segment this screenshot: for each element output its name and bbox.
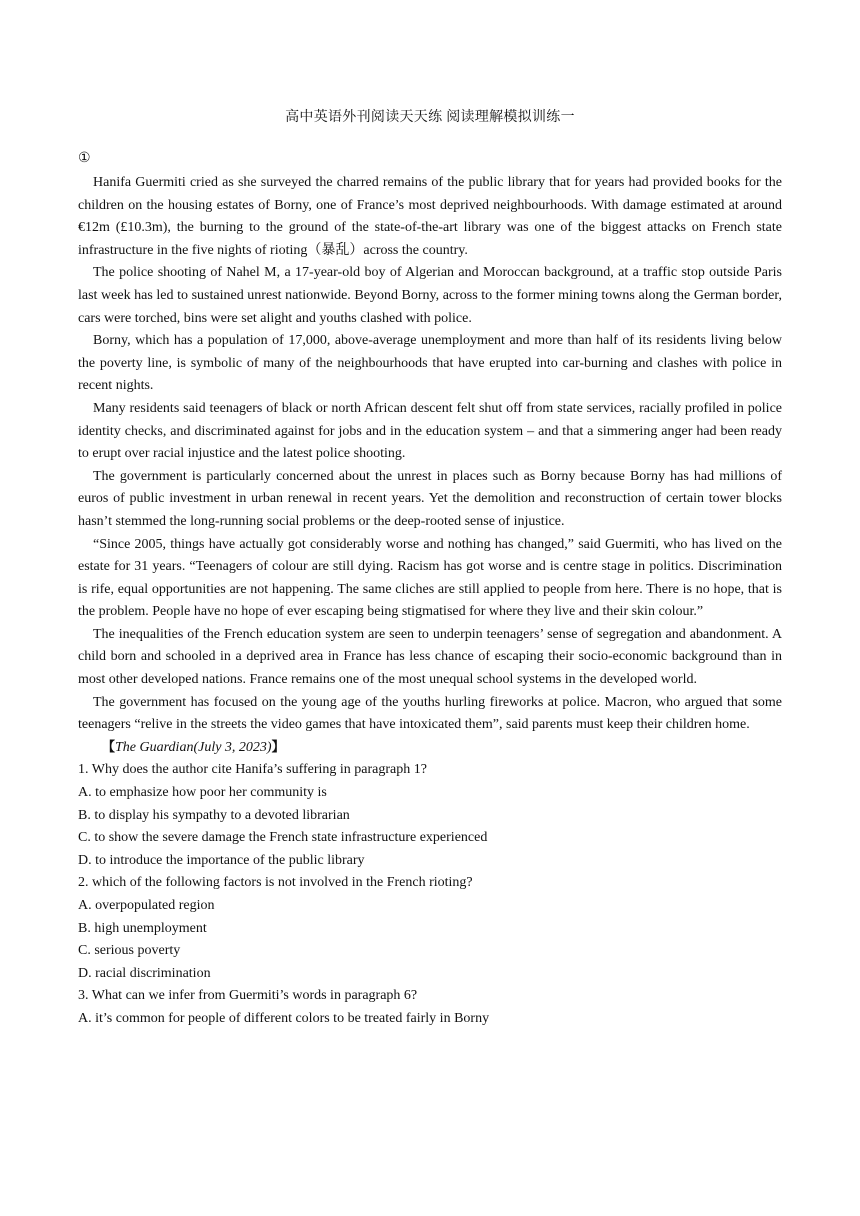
- source-citation: [78, 737, 782, 760]
- article-body: [78, 172, 782, 1031]
- option-c: C. to show the severe damage the French state infrastructure experienced: [78, 830, 488, 846]
- source-close-bracket: 】: [271, 739, 285, 755]
- option-b: B. high unemployment: [78, 920, 207, 936]
- option-c: C. serious poverty: [78, 943, 181, 959]
- option-a: A. to emphasize how poor her community is: [78, 785, 327, 801]
- question-stem: 3. What can we infer from Guermiti’s words in paragraph 6?: [78, 988, 418, 1004]
- option-b: B. to display his sympathy to a devoted librarian: [78, 807, 350, 823]
- option-a: A. it’s common for people of different colors to be treated fairly in Borny: [78, 1010, 490, 1026]
- paragraph-5: The government is particularly concerned about the unrest in places such as Borny because Borny has had millions of euros of public investment in urban renewal in recent years. Yet the demolition and reconstruction of certain tower blocks hasn’t stemmed the long-running social problems or the deep-rooted sense of injustice.: [78, 468, 782, 529]
- paragraph-2: The police shooting of Nahel M, a 17-year-old boy of Algerian and Moroccan background, at a traffic stop outside Paris last week has led to sustained unrest nationwide. Beyond Borny, across to the former mining towns along the German border, cars were torched, bins were set alight and youths clashed with police.: [78, 265, 782, 326]
- option-d: D. to introduce the importance of the public library: [78, 852, 365, 868]
- question-3: [78, 985, 782, 1030]
- paragraph-8: The government has focused on the young age of the youths hurling fireworks at police. Macron, who argued that some teenagers “relive in the streets the video games that have intoxicated them”, said parents must keep their children home.: [78, 694, 782, 733]
- source-open-bracket: 【: [102, 739, 116, 755]
- question-2: [78, 872, 782, 985]
- paragraph-4: Many residents said teenagers of black or north African descent felt shut off from state services, racially profiled in police identity checks, and discriminated against for jobs and in the education system – and that a simmering anger had been ready to erupt over racial injustice and the latest police shooting.: [78, 400, 782, 462]
- paragraph-1: Hanifa Guermiti cried as she surveyed the charred remains of the public library that for years had provided books for the children on the housing estates of Borny, one of France’s most deprived neighbourhoods. With damage estimated at around €12m (£10.3m), the burning to the ground of the state-of-the-art library was one of the biggest attacks on French state infrastructure in the five nights of rioting（暴乱）across the country.: [78, 175, 782, 258]
- source-text: The Guardian(July 3, 2023): [115, 739, 272, 755]
- page-title: 高中英语外刊阅读天天练 阅读理解模拟训练一: [285, 110, 575, 125]
- paragraph-6: “Since 2005, things have actually got considerably worse and nothing has changed,” said Guermiti, who has lived on the estate for 31 years. “Teenagers of colour are still dying. Racism has got worse and is centre stage in politics. Discrimination is rife, equal opportunities are not happening. The same cliches are still applied to people from here. There is no hope, that is the problem. People have no hope of ever escaping being stigmatised for where they live and their skin colour.”: [78, 536, 782, 620]
- option-a: A. overpopulated region: [78, 898, 215, 913]
- question-stem: 2. which of the following factors is not involved in the French rioting?: [78, 875, 473, 891]
- paragraph-3: Borny, which has a population of 17,000, above-average unemployment and more than half of its residents living below the poverty line, is symbolic of many of the neighbourhoods that have erupted into car-burning and clashes with police in recent nights.: [78, 333, 782, 394]
- question-1: [78, 759, 782, 872]
- paragraph-7: The inequalities of the French education system are seen to underpin teenagers’ sense of segregation and abandonment. A child born and schooled in a deprived area in France has less chance of escaping their socio-economic background than in most other developed nations. France remains one of the most unequal school systems in the developed world.: [78, 626, 782, 688]
- question-stem: 1. Why does the author cite Hanifa’s suffering in paragraph 1?: [78, 762, 427, 778]
- section-marker: ①: [78, 151, 91, 166]
- option-d: D. racial discrimination: [78, 965, 211, 981]
